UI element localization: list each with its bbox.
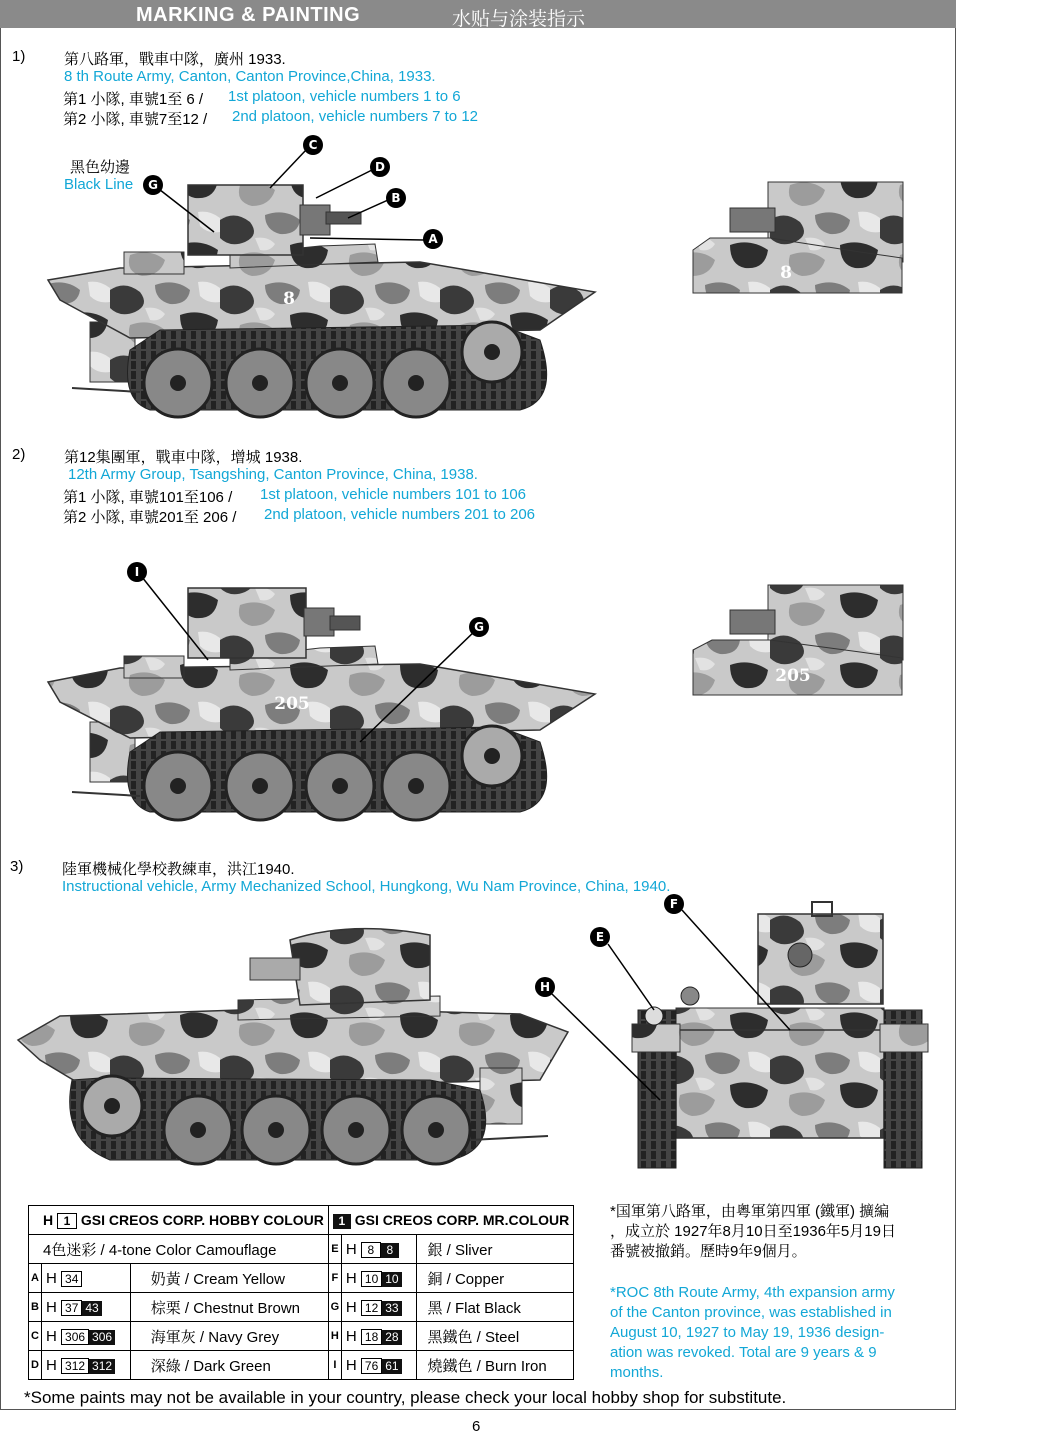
callout-e: E [590,927,610,947]
section-1-line1-zh: 第1 小隊, 車號1至 6 / [63,91,204,108]
callout-i: I [127,562,147,582]
paint-code-g: H 12 33 [341,1293,417,1322]
tank-3-front-view [632,902,928,1168]
note-en: *ROC 8th Route Army, 4th expansion army of the Canton province, was established in August 10, 1927 to May 19, 1936 design- ation was revoked. Total are 9 years & 9 months. [610,1284,895,1381]
callout-f: F [664,894,684,914]
section-2-line2-en: 2nd platoon, vehicle numbers 201 to 206 [264,506,536,523]
footer-note: *Some paints may not be available in your country, please check your local hobby shop for substitute. [24,1388,787,1407]
paint-code-b: H 37 43 [42,1293,131,1322]
paint-name-g: 黑 / Flat Black [417,1293,574,1322]
section-1-line1-en: 1st platoon, vehicle numbers 1 to 6 [228,88,461,105]
paint-table: H 1 GSI CREOS CORP. HOBBY COLOUR 1 GSI CREOS CORP. MR.COLOUR 4色迷彩 / 4-tone Color Camouflage E H 8 8 銀 / Sliver A H 34 奶黃 / Cream Yellow F H 10 10 銅 / Copper B H 37 43 棕栗 / Chestnut Brown G H 12 33 黑 / Flat Black C H 306 306 海軍灰 / Navy Grey H H 18 28 黑鐵色 / Steel D H 312 312 深綠 / Dark Green I H 76 61 燒鐵色 / Burn Iron [28,1205,574,1380]
paint-name-h: 黑鐵色 / Steel [417,1322,574,1351]
tank-3-side-view [18,929,568,1164]
section-1-line2-en: 2nd platoon, vehicle numbers 7 to 12 [232,108,478,125]
paint-name-d: 深綠 / Dark Green [130,1351,328,1380]
paint-code-h: H 18 28 [341,1322,417,1351]
paint-name-b: 棕栗 / Chestnut Brown [130,1293,328,1322]
section-2-title-zh: 第12集團軍，戰車中隊，增城 1938. [64,449,303,466]
header-title-zh: 水贴与涂装指示 [452,9,586,30]
paint-name-i: 燒鐵色 / Burn Iron [417,1351,574,1380]
callout-c: C [303,135,323,155]
section-1-title-zh: 第八路軍，戰車中隊，廣州 1933. [64,51,286,68]
tank-1-side-view [48,185,595,417]
paint-code-d: H 312 312 [42,1351,131,1380]
tank-1-hull-number: 8 [283,289,295,309]
paint-code-f: H 10 10 [341,1264,417,1293]
tank-2-hull-number: 205 [274,694,310,714]
section-1-line2-zh: 第2 小隊, 車號7至12 / [63,111,208,128]
section-2-line2-zh: 第2 小隊, 車號201至 206 / [63,509,237,526]
section-3-title-en: Instructional vehicle, Army Mechanized School, Hungkong, Wu Nam Province, China, 1940. [62,878,671,895]
paint-name-a: 奶黃 / Cream Yellow [130,1264,328,1293]
paint-code-i: H 76 61 [341,1351,417,1380]
tank-1-detail-number: 8 [780,263,792,283]
tank-2-detail-number: 205 [775,666,811,686]
section-2-title-en: 12th Army Group, Tsangshing, Canton Province, China, 1938. [68,466,478,483]
section-1-title-en: 8 th Route Army, Canton, Canton Province,China, 1933. [64,68,436,85]
callout-b: B [386,188,406,208]
section-2-line1-en: 1st platoon, vehicle numbers 101 to 106 [260,486,527,503]
paint-name-f: 銅 / Copper [417,1264,574,1293]
tank-2-side-view [48,588,595,820]
tank-2-turret-detail [693,585,903,695]
callout-g-2: G [469,617,489,637]
page-number: 6 [472,1418,481,1435]
section-3-title-zh: 陸軍機械化學校教練車，洪江1940. [62,861,295,878]
paint-code-a: H 34 [42,1264,131,1293]
note-zh: *国軍第八路軍，由粵軍第四軍 (鐵軍) 擴編 ，成立於 1927年8月10日至1936年5月19日 番號被撤銷。歷時9年9個月。 [610,1203,896,1260]
callout-a: A [423,229,443,249]
callout-h: H [535,977,555,997]
callout-g-1: G [143,175,163,195]
camo-label: 4色迷彩 / 4-tone Color Camouflage [29,1235,329,1264]
section-2-number: 2) [12,446,26,463]
callout-d: D [370,157,390,177]
mr-colour-header: 1 GSI CREOS CORP. MR.COLOUR [328,1206,573,1235]
hobby-colour-header: H 1 GSI CREOS CORP. HOBBY COLOUR [29,1206,329,1235]
header-title-en: MARKING & PAINTING [136,4,361,26]
black-line-label-en: Black Line [64,176,134,193]
section-1-number: 1) [12,48,26,65]
tank-1-turret-detail [693,182,903,293]
paint-name-e: 銀 / Sliver [417,1235,574,1264]
paint-code-c: H 306 306 [42,1322,131,1351]
section-3-number: 3) [10,858,24,875]
paint-code-e: H 8 8 [341,1235,417,1264]
section-2-line1-zh: 第1 小隊, 車號101至106 / [63,489,233,506]
paint-name-c: 海軍灰 / Navy Grey [130,1322,328,1351]
black-line-label-zh: 黑色幼邊 [70,159,131,176]
